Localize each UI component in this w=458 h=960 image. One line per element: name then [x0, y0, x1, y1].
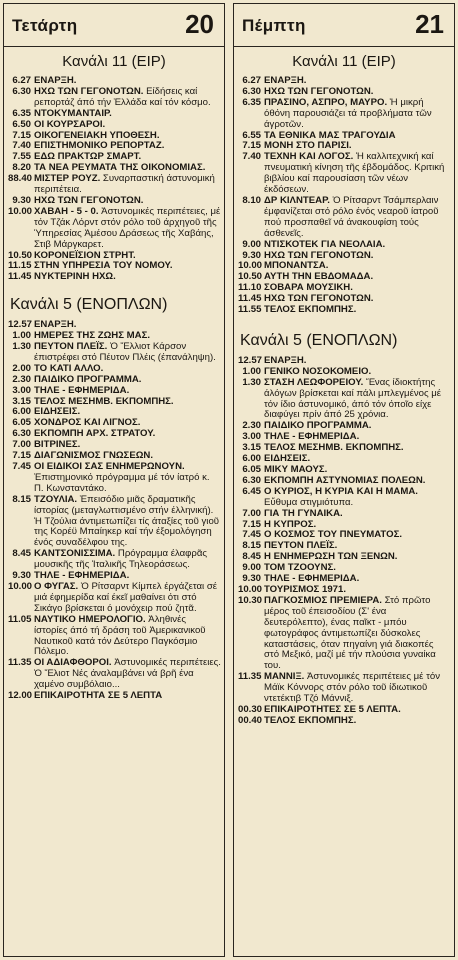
- schedule-entry: [238, 378, 451, 422]
- channel-5-schedule: [234, 356, 454, 727]
- programme-title: ΟΙ ΕΙΔΙΚΟΙ ΣΑΣ ΕΝΗΜΕΡΩΝΟΥΝ.: [34, 461, 185, 472]
- programme-title: ΤΖΟΥΛΙΑ.: [34, 493, 78, 505]
- entry-time: 6.05: [242, 464, 261, 475]
- entry-time: 11.10: [238, 282, 262, 294]
- entry-text: [34, 272, 221, 283]
- entry-time: 8.15: [12, 493, 31, 505]
- programme-title: ΓΕΝΙΚΟ ΝΟΣΟΚΟΜΕΙΟ.: [264, 365, 372, 377]
- programme-title: ΠΡΑΣΙΝΟ, ΑΣΠΡΟ, ΜΑΥΡΟ.: [264, 96, 388, 108]
- entry-time: 8.15: [242, 540, 261, 552]
- entry-time: 9.30: [12, 570, 31, 582]
- programme-description: Συναρπαστική άστυνομική περιπέτεια.: [34, 173, 215, 196]
- day-name: Τετάρτη: [12, 16, 78, 35]
- programme-title: ΕΙΔΗΣΕΙΣ.: [34, 406, 81, 418]
- entry-time: 7.45: [12, 461, 31, 472]
- programme-title: ΔΙΑΓΩΝΙΣΜΟΣ ΓΝΩΣΕΩΝ.: [34, 450, 154, 462]
- channel-11-schedule: [4, 76, 224, 283]
- programme-title: ΝΤΟΚΥΜΑΝΤΑΙΡ.: [34, 107, 112, 119]
- programme-title: ΜΟΝΗ ΣΤΟ ΠΑΡΙΣΙ.: [264, 140, 352, 152]
- programme-title: ΤΗΛΕ - ΕΦΗΜΕΡΙΔΑ.: [264, 573, 360, 585]
- programme-title: ΤΗΛΕ - ΕΦΗΜΕΡΙΔΑ.: [34, 384, 130, 396]
- programme-title: ΧΑΒΑΗ - 5 - 0.: [34, 205, 99, 217]
- schedule-entry: [8, 658, 221, 691]
- schedule-entry: [238, 487, 451, 509]
- entry-time: 6.00: [12, 406, 31, 418]
- programme-title: ΠΕΥΤΟΝ ΠΛΕΪΣ.: [34, 341, 108, 353]
- programme-description: Ὁ Ρίτσαρντ Κίμπελ έργάζεται σέ μιά έφημερίδα καί έκεῖ μαθαίνει ότι στό Σικάγο βρίσκεται ό μονόχειρ πού ζητᾶ.: [34, 580, 218, 614]
- day-header: [4, 4, 224, 47]
- programme-title: ΗΧΩ ΤΩΝ ΓΕΓΟΝΟΤΩΝ.: [34, 194, 144, 206]
- entry-text: [34, 691, 221, 702]
- programme-title: ΟΙ ΚΟΥΡΣΑΡΟΙ.: [34, 118, 106, 130]
- entry-text: [34, 495, 221, 550]
- programme-title: Η ΕΝΗΜΕΡΩΣΗ ΤΩΝ ΞΕΝΩΝ.: [264, 551, 398, 563]
- programme-title: Ο ΚΟΣΜΟΣ ΤΟΥ ΠΝΕΥΜΑΤΟΣ.: [264, 529, 403, 541]
- programme-title: ΤΗΛΕ - ΕΦΗΜΕΡΙΔΑ.: [34, 570, 130, 582]
- channel-11-schedule: [234, 76, 454, 316]
- programme-description: Πρόγραμμα έλαφρᾶς μουσικῆς τῆς Ἰταλικῆς Τηλεοράσεως.: [34, 548, 208, 571]
- entry-time: 12.57: [238, 354, 263, 366]
- entry-text: [34, 582, 221, 615]
- day-header: [234, 4, 454, 47]
- schedule-entry: [8, 462, 221, 495]
- entry-time: 6.30: [242, 474, 261, 486]
- entry-text: [34, 462, 221, 495]
- programme-title: ΤΕΛΟΣ ΕΚΠΟΜΠΗΣ.: [264, 304, 357, 316]
- programme-title: ΤΕΛΟΣ ΜΕΣΗΜΒ. ΕΚΠΟΜΠΗΣ.: [34, 395, 174, 407]
- programme-title: ΤΕΛΟΣ ΕΚΠΟΜΠΗΣ.: [264, 714, 357, 726]
- channel-5-title: Κανάλι 5 (ΕΝΟΠΛΩΝ): [10, 296, 168, 314]
- entry-time: 6.05: [12, 417, 31, 429]
- programme-title: Ο ΚΥΡΙΟΣ, Η ΚΥΡΙΑ ΚΑΙ Η ΜΑΜΑ.: [264, 485, 418, 497]
- programme-title: ΣΤΑΣΗ ΛΕΩΦΟΡΕΙΟΥ.: [264, 376, 364, 388]
- programme-title: ΤΑ ΕΘΝΙΚΑ ΜΑΣ ΤΡΑΓΟΥΔΙΑ: [264, 129, 396, 141]
- entry-time: 1.30: [12, 341, 31, 353]
- entry-text: [34, 615, 221, 659]
- programme-title: ΕΝΑΡΞΗ.: [264, 75, 307, 86]
- programme-title: ΕΝΑΡΞΗ.: [34, 319, 77, 331]
- entry-time: 88.40: [8, 173, 33, 185]
- programme-title: ΕΔΩ ΠΡΑΚΤΩΡ ΣΜΑΡΤ.: [34, 151, 142, 163]
- entry-time: 3.15: [242, 442, 261, 454]
- entry-time: 12.00: [8, 690, 33, 702]
- programme-description: Ἡ μικρή όθόνη παρουσιάζει τά προβλήματα τῶν άγροτῶν.: [264, 96, 432, 130]
- schedule-entry: [8, 207, 221, 251]
- entry-time: 6.27: [242, 75, 261, 86]
- schedule-entry: [8, 342, 221, 364]
- entry-time: 2.30: [12, 373, 31, 385]
- entry-time: 11.55: [238, 304, 262, 316]
- programme-title: ΠΑΙΔΙΚΟ ΠΡΟΓΡΑΜΜΑ.: [264, 420, 372, 432]
- entry-time: 6.27: [12, 75, 31, 86]
- entry-text: [264, 487, 451, 509]
- entry-time: 6.50: [12, 118, 31, 130]
- entry-time: 00.40: [238, 714, 263, 726]
- entry-text: [264, 378, 451, 422]
- programme-title: ΠΑΓΚΟΣΜΙΟΣ ΠΡΕΜΙΕΡΑ.: [264, 594, 382, 606]
- programme-title: ΕΝΑΡΞΗ.: [264, 354, 307, 366]
- programme-title: ΕΠΙΚΑΙΡΟΤΗΤΕΣ ΣΕ 5 ΛΕΠΤΑ.: [264, 703, 401, 715]
- entry-text: [34, 174, 221, 196]
- programme-title: ΤΟ ΚΑΤΙ ΑΛΛΟ.: [34, 362, 104, 374]
- programme-title: ΔΡ ΚΙΛΝΤΕΑΡ.: [264, 194, 330, 206]
- entry-text: [264, 98, 451, 131]
- programme-title: ΜΑΝΝΙΞ.: [264, 671, 305, 683]
- entry-time: 10.00: [8, 205, 33, 217]
- day-name: Πέμπτη: [242, 16, 306, 35]
- schedule-entry: [238, 98, 451, 131]
- programme-description: Ἡ καλλιτεχνική καί πνευματική κίνηση τῆς έβδομάδος. Κριτική βιβλίου καί παρουσίαση τῶν νέων έκδόσεων.: [264, 151, 445, 196]
- entry-time: 8.20: [12, 162, 31, 174]
- programme-title: ΠΑΙΔΙΚΟ ΠΡΟΓΡΑΜΜΑ.: [34, 373, 142, 385]
- entry-time: 7.00: [12, 439, 31, 451]
- day-column-wednesday: [3, 3, 225, 957]
- schedule-entry: [8, 582, 221, 615]
- programme-title: ΗΧΩ ΤΩΝ ΓΕΓΟΝΟΤΩΝ.: [264, 85, 374, 97]
- entry-time: 7.55: [12, 151, 31, 163]
- entry-time: 7.00: [242, 507, 261, 519]
- entry-time: 1.30: [242, 376, 261, 388]
- schedule-entry: [238, 716, 451, 727]
- programme-title: ΕΠΙΚΑΙΡΟΤΗΤΑ ΣΕ 5 ΛΕΠΤΑ: [34, 690, 163, 702]
- schedule-entry: [238, 196, 451, 240]
- programme-description: Στό πρῶτο μέρος τοῦ έπεισοδίου (Σ' ένα δευτερόλεπτο), ένας παῖκτ - μπόυ φωτογράφος άντιμετωπίζει δύσκολες καταστάσεις, όταν πηγαίνη γιά διακοπές στό Μεξικό, μαζί μέ τήν πλούσια γυναίκα του.: [264, 594, 436, 672]
- programme-title: ΝΥΚΤΕΡΙΝΗ ΗΧΩ.: [34, 271, 116, 283]
- programme-title: ΗΧΩ ΤΩΝ ΓΕΓΟΝΟΤΩΝ.: [34, 85, 144, 97]
- programme-title: ΕΚΠΟΜΠΗ ΑΣΤΥΝΟΜΙΑΣ ΠΟΛΕΩΝ.: [264, 474, 426, 486]
- entry-time: 10.00: [238, 583, 263, 595]
- entry-time: 9.30: [242, 573, 261, 585]
- entry-time: 6.35: [242, 96, 261, 108]
- entry-time: 10.00: [8, 580, 33, 592]
- entry-text: [264, 305, 451, 316]
- programme-title: ΕΝΑΡΞΗ.: [34, 75, 77, 86]
- schedule-entry: [238, 596, 451, 672]
- programme-title: ΗΧΩ ΤΩΝ ΓΕΓΟΝΟΤΩΝ.: [264, 293, 374, 305]
- entry-time: 7.15: [12, 129, 31, 141]
- programme-title: ΧΟΝΔΡΟΣ ΚΑΙ ΛΙΓΝΟΣ.: [34, 417, 141, 429]
- programme-description: Ἀστυνομικές περιπέτειες, μέ τόν Τζάκ Λόρντ στόν ρόλο τοῦ άρχηγοῦ τῆς Ὑπηρεσίας Ἀμέσου Δράσεως τῆς Χαβάης, Στιβ Μάργκαρετ.: [34, 205, 221, 250]
- entry-text: [264, 196, 451, 240]
- channel-5-title: Κανάλι 5 (ΕΝΟΠΛΩΝ): [240, 331, 398, 349]
- channel-11-title: Κανάλι 11 (ΕΙΡ): [62, 53, 166, 70]
- entry-time: 8.10: [242, 194, 261, 206]
- entry-time: 3.00: [12, 384, 31, 396]
- entry-time: 7.40: [242, 151, 261, 163]
- entry-time: 11.05: [8, 613, 32, 625]
- entry-time: 2.00: [12, 362, 31, 374]
- entry-time: 3.15: [12, 395, 31, 407]
- programme-description: Εὔθυμα στιγμιότυπα.: [264, 496, 354, 508]
- entry-text: [264, 672, 451, 705]
- entry-time: 6.55: [242, 129, 261, 141]
- entry-time: 1.00: [12, 330, 31, 342]
- programme-description: Είδήσεις καί ρεπορτάζ άπό τήν Ἑλλάδα καί τόν κόσμο.: [34, 85, 211, 108]
- schedule-entry: [8, 87, 221, 109]
- programme-title: ΗΜΕΡΕΣ ΤΗΣ ΖΩΗΣ ΜΑΣ.: [34, 330, 150, 342]
- programme-title: ΤΑ ΝΕΑ ΡΕΥΜΑΤΑ ΤΗΣ ΟΙΚΟΝΟΜΙΑΣ.: [34, 162, 206, 174]
- entry-time: 9.00: [242, 238, 261, 250]
- programme-title: ΒΙΤΡΙΝΕΣ.: [34, 439, 81, 451]
- entry-text: [34, 342, 221, 364]
- programme-title: ΜΙΚΥ ΜΑΟΥΣ.: [264, 464, 328, 475]
- schedule-entry: [8, 272, 221, 283]
- programme-title: Η ΚΥΠΡΟΣ.: [264, 518, 317, 530]
- entry-text: [264, 716, 451, 727]
- entry-text: [34, 87, 221, 109]
- programme-description: Ὁ Ρίτσαρντ Τσάμπερλαιν έμφανίζεται στό ρόλο ένός νεαροῦ ίατροῦ πού προσπαθεῖ νά άνακουφίση τούς άσθενεῖς.: [264, 194, 439, 239]
- programme-title: ΣΟΒΑΡΑ ΜΟΥΣΙΚΗ.: [264, 282, 353, 294]
- entry-time: 12.57: [8, 319, 33, 331]
- programme-title: ΤΟΥΡΙΣΜΟΣ 1971.: [264, 583, 346, 595]
- schedule-entry: [8, 174, 221, 196]
- programme-description: Ἐπιστημονικό πρόγραμμα μέ τόν ίατρό κ. Π. Κωνσταντάκο.: [34, 471, 210, 494]
- entry-text: [34, 207, 221, 251]
- entry-time: 7.40: [12, 140, 31, 152]
- channel-5-schedule: [4, 320, 224, 702]
- programme-title: ΚΟΡΟΝΕΪΣΙΟΝ ΣΤΡΗΤ.: [34, 249, 136, 261]
- entry-time: 3.00: [242, 431, 261, 443]
- entry-time: 8.45: [12, 548, 31, 560]
- entry-time: 6.35: [12, 107, 31, 119]
- programme-title: ΑΥΤΗ ΤΗΝ ΕΒΔΟΜΑΔΑ.: [264, 271, 374, 283]
- entry-time: 11.35: [8, 657, 32, 669]
- entry-text: [264, 596, 451, 672]
- programme-title: ΤΗΛΕ - ΕΦΗΜΕΡΙΔΑ.: [264, 431, 360, 443]
- programme-title: ΤΕΧΝΗ ΚΑΙ ΛΟΓΟΣ.: [264, 151, 354, 163]
- channel-11-title: Κανάλι 11 (ΕΙΡ): [292, 53, 396, 70]
- programme-title: ΓΙΑ ΤΗ ΓΥΝΑΙΚΑ.: [264, 507, 343, 519]
- entry-time: 9.30: [12, 194, 31, 206]
- entry-time: 6.30: [242, 85, 261, 97]
- entry-time: 2.30: [242, 420, 261, 432]
- entry-time: 10.00: [238, 260, 263, 272]
- entry-time: 10.30: [238, 594, 263, 606]
- programme-description: Ἐπεισόδιο μιᾶς δραματικῆς ίστορίας (μεταγλωττισμένο στήν έλληνική). Ἡ Τζούλια άντιμετωπίζει τίς άταξίες τοῦ γιοῦ της Κορέϋ Μπαίηκερ καί τήν έξομολόγηση ένός συναδέλφου της.: [34, 493, 220, 549]
- entry-time: 9.30: [242, 249, 261, 261]
- programme-title: ΕΠΙΣΤΗΜΟΝΙΚΟ ΡΕΠΟΡΤΑΖ.: [34, 140, 165, 152]
- entry-time: 7.15: [242, 140, 261, 152]
- entry-time: 7.45: [242, 529, 261, 541]
- schedule-entry: [8, 691, 221, 702]
- programme-title: Ο ΦΥΓΑΣ.: [34, 580, 79, 592]
- programme-title: ΕΚΠΟΜΠΗ ΑΡΧ. ΣΤΡΑΤΟΥ.: [34, 428, 156, 440]
- day-column-thursday: [233, 3, 455, 957]
- programme-title: ΚΑΝΤΣΟΝΙΣΣΙΜΑ.: [34, 548, 116, 560]
- programme-title: ΝΑΥΤΙΚΟ ΗΜΕΡΟΛΟΓΙΟ.: [34, 613, 146, 625]
- entry-time: 8.45: [242, 551, 261, 563]
- schedule-entry: [238, 672, 451, 705]
- programme-description: Ἕνας ίδιοκτήτης άλόγων βρίσκεται καί πάλι μπλεγμένος μέ τόν ίδιο άστυνομικό, άπό τόν όποῖο είχε διαφύγει πρίν άπό 25 χρόνια.: [264, 376, 442, 421]
- entry-time: 11.45: [8, 271, 32, 283]
- day-date: 20: [185, 9, 214, 39]
- entry-time: 6.30: [12, 428, 31, 440]
- entry-time: 9.00: [242, 562, 261, 574]
- schedule-entry: [238, 152, 451, 196]
- entry-time: 7.15: [242, 518, 261, 530]
- entry-time: 7.15: [12, 450, 31, 462]
- programme-title: ΕΙΔΗΣΕΙΣ.: [264, 453, 311, 465]
- programme-title: ΗΧΩ ΤΩΝ ΓΕΓΟΝΟΤΩΝ.: [264, 249, 374, 261]
- entry-time: 00.30: [238, 703, 263, 715]
- day-date: 21: [415, 9, 444, 39]
- entry-text: [264, 152, 451, 196]
- programme-description: Ὁ Ἔλλιοτ Κάρσον έπιστρέφει στό Πέυτον Πλέις (έπανάληψη).: [34, 341, 216, 363]
- entry-time: 6.00: [242, 453, 261, 465]
- programme-title: ΟΙ ΑΔΙΑΦΘΟΡΟΙ.: [34, 657, 112, 669]
- programme-title: ΟΙΚΟΓΕΝΕΙΑΚΗ ΥΠΟΘΕΣΗ.: [34, 129, 160, 141]
- programme-title: ΣΤΗΝ ΥΠΗΡΕΣΙΑ ΤΟΥ ΝΟΜΟΥ.: [34, 260, 173, 272]
- programme-description: Ἀληθινές ίστορίες άπό τή δράση τοῦ Ἀμερικανικοῦ Ναυτικοῦ κατά τόν Δεύτερο Παγκόσμιο Πόλεμο.: [34, 613, 206, 658]
- entry-text: [34, 658, 221, 691]
- schedule-entry: [8, 615, 221, 659]
- entry-time: 11.35: [238, 671, 262, 683]
- programme-title: ΤΟΜ ΤΖΟΟΥΝΣ.: [264, 562, 336, 574]
- schedule-entry: [238, 305, 451, 316]
- schedule-entry: [8, 495, 221, 550]
- entry-time: 11.45: [238, 293, 262, 305]
- entry-time: 10.50: [8, 249, 33, 261]
- entry-text: [34, 549, 221, 571]
- programme-title: ΜΙΣΤΕΡ ΡΟΥΖ.: [34, 173, 101, 185]
- schedule-entry: [8, 549, 221, 571]
- entry-time: 6.30: [12, 85, 31, 97]
- entry-time: 10.50: [238, 271, 263, 283]
- entry-time: 6.45: [242, 485, 261, 497]
- entry-time: 1.00: [242, 365, 261, 377]
- programme-description: Ἀστυνομικές περιπέτειες. Ὁ Ἔλιοτ Νές άναλαμβάνει νά βρῆ ένα χαμένο συμβόλαιο...: [34, 657, 221, 691]
- programme-title: ΜΠΟΝΑΝΤΣΑ.: [264, 260, 329, 272]
- programme-title: ΝΤΙΣΚΟΤΕΚ ΓΙΑ ΝΕΟΛΑΙΑ.: [264, 238, 386, 250]
- programme-title: ΤΕΛΟΣ ΜΕΣΗΜΒ. ΕΚΠΟΜΠΗΣ.: [264, 442, 404, 454]
- entry-time: 11.15: [8, 260, 32, 272]
- programme-title: ΠΕΥΤΟΝ ΠΛΕΪΣ.: [264, 540, 338, 552]
- programme-description: Ἀστυνομικές περιπέτειες μέ τόν Μάϊκ Κόννορς στόν ρόλο τοῦ ίδιωτικοῦ ντετέκτιβ Τζό Μάννιξ.: [264, 671, 441, 705]
